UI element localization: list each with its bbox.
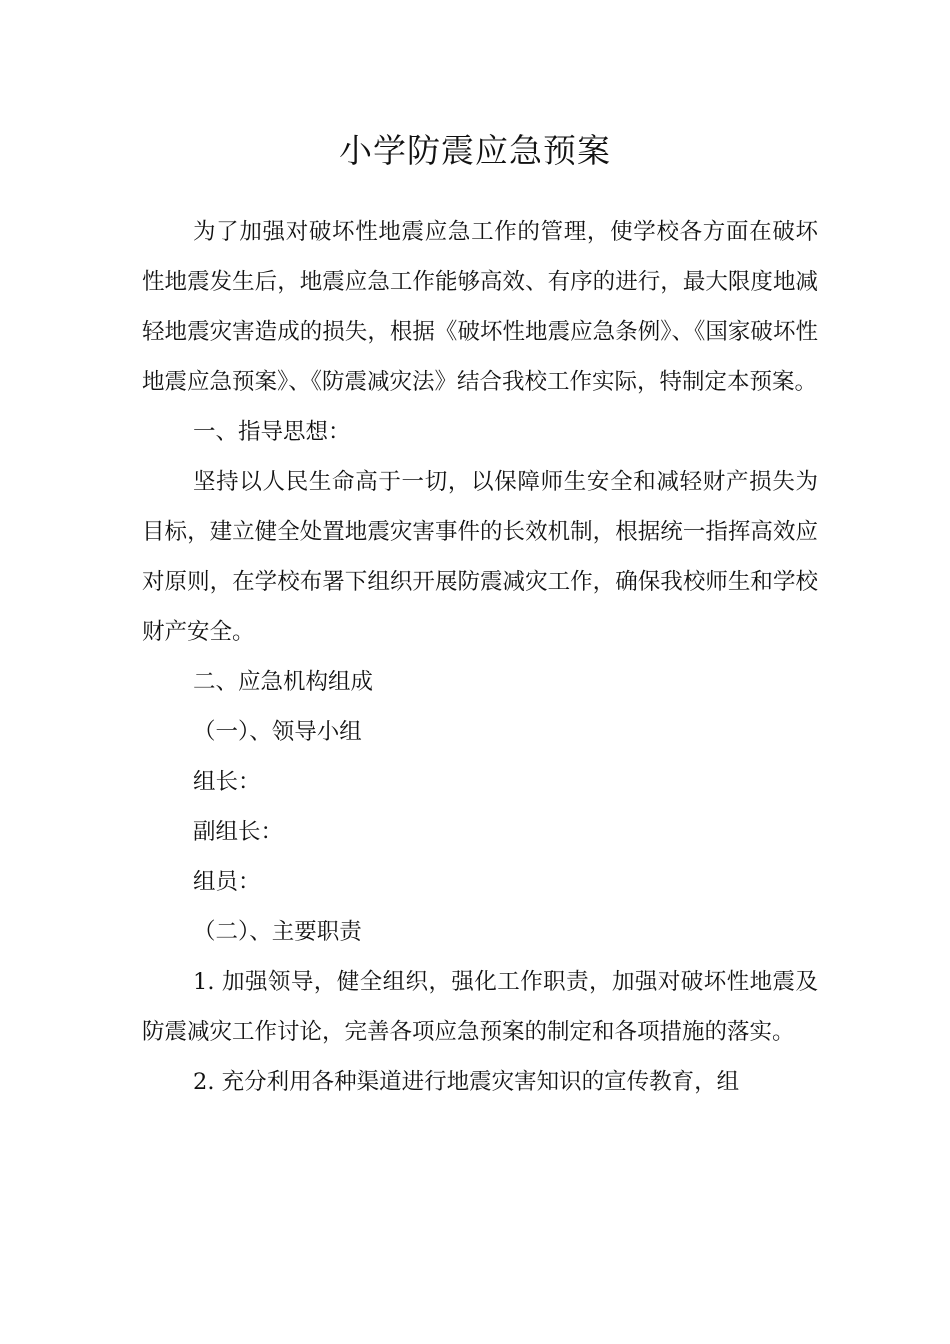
guiding-ideology-paragraph: 坚持以人民生命高于一切，以保障师生安全和减轻财产损失为目标，建立健全处置地震灾害事件的长效机制，根据统一指挥高效应对原则，在学校布署下组织开展防震减灾工作，确保我校师生和学校财产安全。 [142,469,818,645]
section-heading-guiding-ideology: 一、指导思想： [193,419,351,445]
duty-item-1: 1. 加强领导，健全组织，强化工作职责，加强对破坏性地震及防震减灾工作讨论，完善各项应急预案的制定和各项措施的落实。 [142,969,818,1045]
duty-item-2: 2. 充分利用各种渠道进行地震灾害知识的宣传教育，组 [193,1069,740,1095]
intro-paragraph: 为了加强对破坏性地震应急工作的管理，使学校各方面在破坏性地震发生后，地震应急工作能够高效、有序的进行，最大限度地减轻地震灾害造成的损失，根据《破坏性地震应急条例》、《国家破坏性地震应急预案》、《防震减灾法》结合我校工作实际，特制定本预案。 [142,219,818,395]
members-line: 组员： [193,869,261,895]
section-heading-emergency-organization: 二、应急机构组成 [193,669,374,695]
subsection-heading-main-duties: （二）、主要职责 [193,919,362,945]
deputy-leader-line: 副组长： [193,819,284,845]
group-leader-line: 组长： [193,769,261,795]
subsection-heading-leadership-group: （一）、领导小组 [193,719,362,745]
document-title: 小学防震应急预案 [339,131,611,170]
document-body [142,207,818,1107]
